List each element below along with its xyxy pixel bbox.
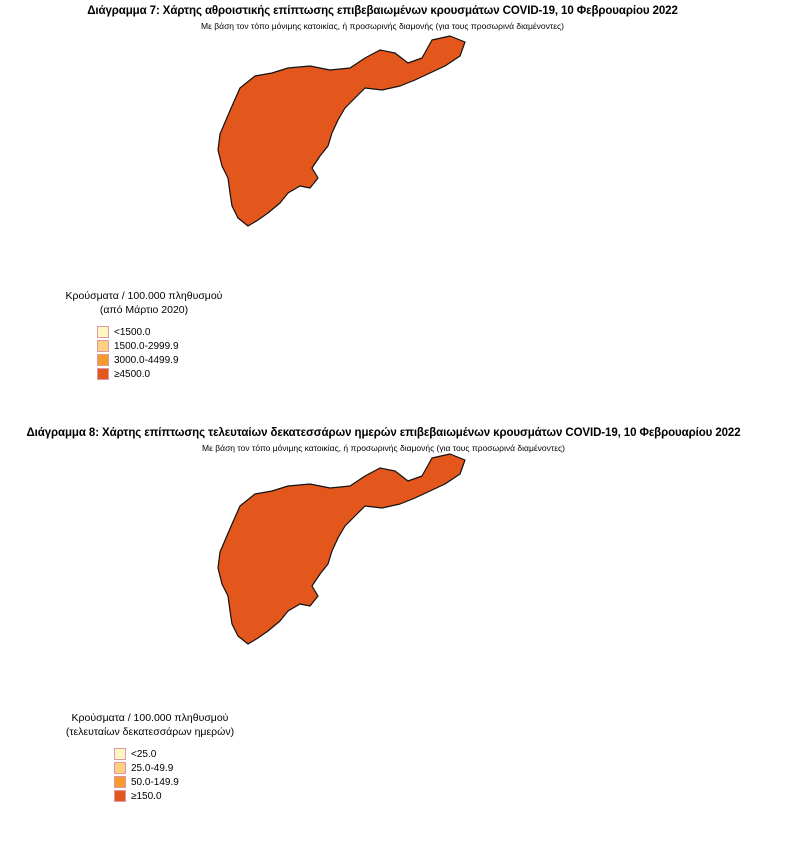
legend-swatch xyxy=(97,354,109,366)
legend-title-line1: Κρούσματα / 100.000 πληθυσμού xyxy=(65,290,223,302)
map-legend xyxy=(54,289,234,381)
legend-item xyxy=(97,353,234,367)
diagram-panel-cumulative xyxy=(0,0,795,420)
legend-item xyxy=(97,339,234,353)
legend-title-line2: (τελευταίων δεκατεσσάρων ημερών) xyxy=(65,726,235,738)
legend-swatch xyxy=(114,748,126,760)
map-legend xyxy=(55,711,245,803)
legend-items xyxy=(97,325,234,381)
legend-title-line1: Κρούσματα / 100.000 πληθυσμού xyxy=(71,712,229,724)
map-title: Διάγραμμα 8: Χάρτης επίπτωσης τελευταίων δεκατεσσάρων ημερών επιβεβαιωμένων κρουσμάτων COVID-19, 10 Φεβρουαρίου 2022 xyxy=(26,427,741,439)
legend-swatch xyxy=(97,340,109,352)
legend-item xyxy=(114,789,245,803)
diagram-panel-14-day xyxy=(0,424,795,849)
legend-label: <25.0 xyxy=(131,748,157,760)
legend-label: 1500.0-2999.9 xyxy=(114,340,179,352)
map-subtitle: Με βάση τον τόπο μόνιμης κατοικίας, ή προσωρινής διαμονής (για τους προσωρινά διαμένοντες) xyxy=(201,21,564,31)
legend-item xyxy=(114,747,245,761)
legend-swatch xyxy=(114,762,126,774)
mainland-region xyxy=(218,454,465,644)
map-title: Διάγραμμα 7: Χάρτης αθροιστικής επίπτωσης επιβεβαιωμένων κρουσμάτων COVID-19, 10 Φεβρουαρίου 2022 xyxy=(87,5,678,17)
mainland-region xyxy=(218,36,465,226)
legend-item xyxy=(114,761,245,775)
legend-label: 50.0-149.9 xyxy=(131,776,179,788)
legend-title-line2: (από Μάρτιο 2020) xyxy=(99,304,189,316)
legend-item xyxy=(97,325,234,339)
legend-label: <1500.0 xyxy=(114,326,151,338)
legend-item xyxy=(97,367,234,381)
legend-title xyxy=(55,711,245,739)
map-subtitle: Με βάση τον τόπο μόνιμης κατοικίας, ή προσωρινής διαμονής (για τους προσωρινά διαμένοντες) xyxy=(202,443,565,453)
legend-swatch xyxy=(114,776,126,788)
legend-swatch xyxy=(97,368,109,380)
legend-label: 25.0-49.9 xyxy=(131,762,174,774)
legend-swatch xyxy=(114,790,126,802)
legend-label: ≥150.0 xyxy=(131,790,162,802)
legend-label: 3000.0-4499.9 xyxy=(114,354,179,366)
legend-title xyxy=(54,289,234,317)
legend-label: ≥4500.0 xyxy=(114,368,151,380)
legend-item xyxy=(114,775,245,789)
legend-swatch xyxy=(97,326,109,338)
legend-items xyxy=(114,747,245,803)
